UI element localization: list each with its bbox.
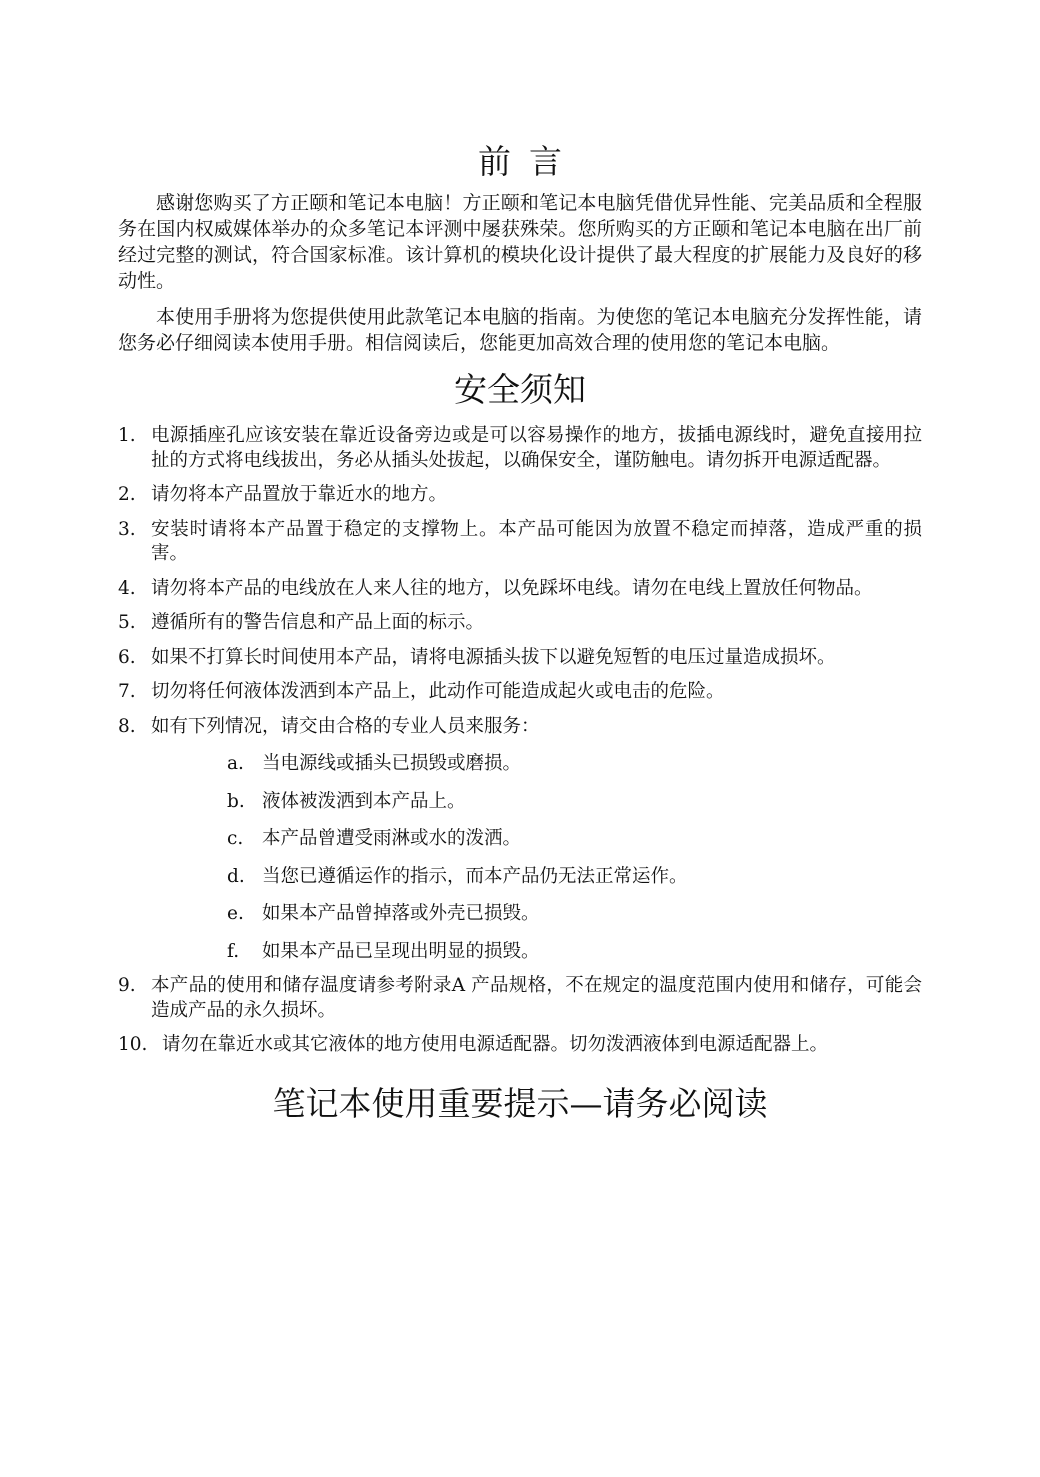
safety-item xyxy=(118,974,922,1023)
sub-item-letter: a. xyxy=(227,753,244,774)
sub-item xyxy=(227,902,922,927)
sub-item-letter: b. xyxy=(227,790,245,812)
sub-item xyxy=(227,865,922,890)
safety-item xyxy=(118,611,922,636)
safety-item xyxy=(118,680,922,705)
page-content xyxy=(118,140,922,1126)
item-text: 切勿将任何液体泼洒到本产品上，此动作可能造成起火或电击的危险。 xyxy=(151,681,725,702)
sub-list xyxy=(151,752,922,964)
sub-item-text: 如果本产品曾掉落或外壳已损毁。 xyxy=(262,903,540,924)
safety-item xyxy=(118,483,922,508)
sub-item-text: 当您已遵循运作的指示，而本产品仍无法正常运作。 xyxy=(262,865,688,887)
item-text: 如有下列情况，请交由合格的专业人员来服务： xyxy=(151,715,540,737)
item-text: 安装时请将本产品置于稳定的支撑物上。本产品可能因为放置不稳定而掉落，造成严重的损害。 xyxy=(151,518,922,564)
sub-item-text: 当电源线或插头已损毁或磨损。 xyxy=(262,753,522,774)
item-number: 1. xyxy=(118,425,136,446)
sub-item-text: 液体被泼洒到本产品上。 xyxy=(262,790,466,812)
safety-title: 安全须知 xyxy=(454,370,586,409)
item-text: 电源插座孔应该安装在靠近设备旁边或是可以容易操作的地方，拔插电源线时，避免直接用拉扯的方式将电线拔出，务必从插头处拔起，以确保安全，谨防触电。请勿拆开电源适配器。 xyxy=(151,425,922,471)
sub-item-text: 如果本产品已呈现出明显的损毁。 xyxy=(262,940,540,962)
safety-item xyxy=(118,518,922,567)
sub-item xyxy=(227,940,922,965)
item-number: 4. xyxy=(118,577,136,599)
safety-item xyxy=(118,715,922,965)
item-number: 7. xyxy=(118,681,136,702)
sub-item xyxy=(227,790,922,815)
safety-item xyxy=(118,424,922,473)
sub-item-letter: f. xyxy=(227,940,240,962)
safety-item xyxy=(118,646,922,671)
sub-item-text: 本产品曾遭受雨淋或水的泼洒。 xyxy=(262,828,522,849)
item-text: 请勿将本产品的电线放在人来人往的地方，以免踩坏电线。请勿在电线上置放任何物品。 xyxy=(151,577,873,599)
item-number: 3. xyxy=(118,518,136,540)
sub-item-letter: d. xyxy=(227,865,245,887)
safety-item xyxy=(118,1033,922,1058)
item-text: 遵循所有的警告信息和产品上面的标示。 xyxy=(151,612,485,633)
item-number: 6. xyxy=(118,646,136,668)
item-text: 请勿将本产品置放于靠近水的地方。 xyxy=(151,484,448,505)
item-text: 本产品的使用和储存温度请参考附录A 产品规格，不在规定的温度范围内使用和储存，可能会造成产品的永久损坏。 xyxy=(151,975,922,1021)
safety-item xyxy=(118,577,922,602)
safety-list xyxy=(118,424,922,1058)
item-number: 10. xyxy=(118,1034,148,1055)
item-number: 9. xyxy=(118,975,136,996)
item-number: 2. xyxy=(118,484,136,505)
item-number: 5. xyxy=(118,612,136,633)
sub-item-letter: c. xyxy=(227,828,244,849)
foreword-paragraph: 感谢您购买了方正颐和笔记本电脑！方正颐和笔记本电脑凭借优异性能、完美品质和全程服务在国内权威媒体举办的众多笔记本评测中屡获殊荣。您所购买的方正颐和笔记本电脑在出厂前经过完整的测试，符合国家标准。该计算机的模块化设计提供了最大程度的扩展能力及良好的移动性。 xyxy=(118,192,922,292)
tips-title: 笔记本使用重要提示—请务必阅读 xyxy=(272,1083,768,1123)
item-text: 请勿在靠近水或其它液体的地方使用电源适配器。切勿泼洒液体到电源适配器上。 xyxy=(162,1034,829,1055)
sub-item xyxy=(227,752,922,777)
item-body xyxy=(151,715,922,965)
sub-item xyxy=(227,827,922,852)
sub-item-letter: e. xyxy=(227,903,244,924)
foreword-title: 前言 xyxy=(478,142,580,181)
foreword-paragraph: 本使用手册将为您提供使用此款笔记本电脑的指南。为使您的笔记本电脑充分发挥性能，请您务必仔细阅读本使用手册。相信阅读后，您能更加高效合理的使用您的笔记本电脑。 xyxy=(118,306,922,354)
item-number: 8. xyxy=(118,715,136,737)
item-text: 如果不打算长时间使用本产品，请将电源插头拔下以避免短暂的电压过量造成损坏。 xyxy=(151,646,836,668)
